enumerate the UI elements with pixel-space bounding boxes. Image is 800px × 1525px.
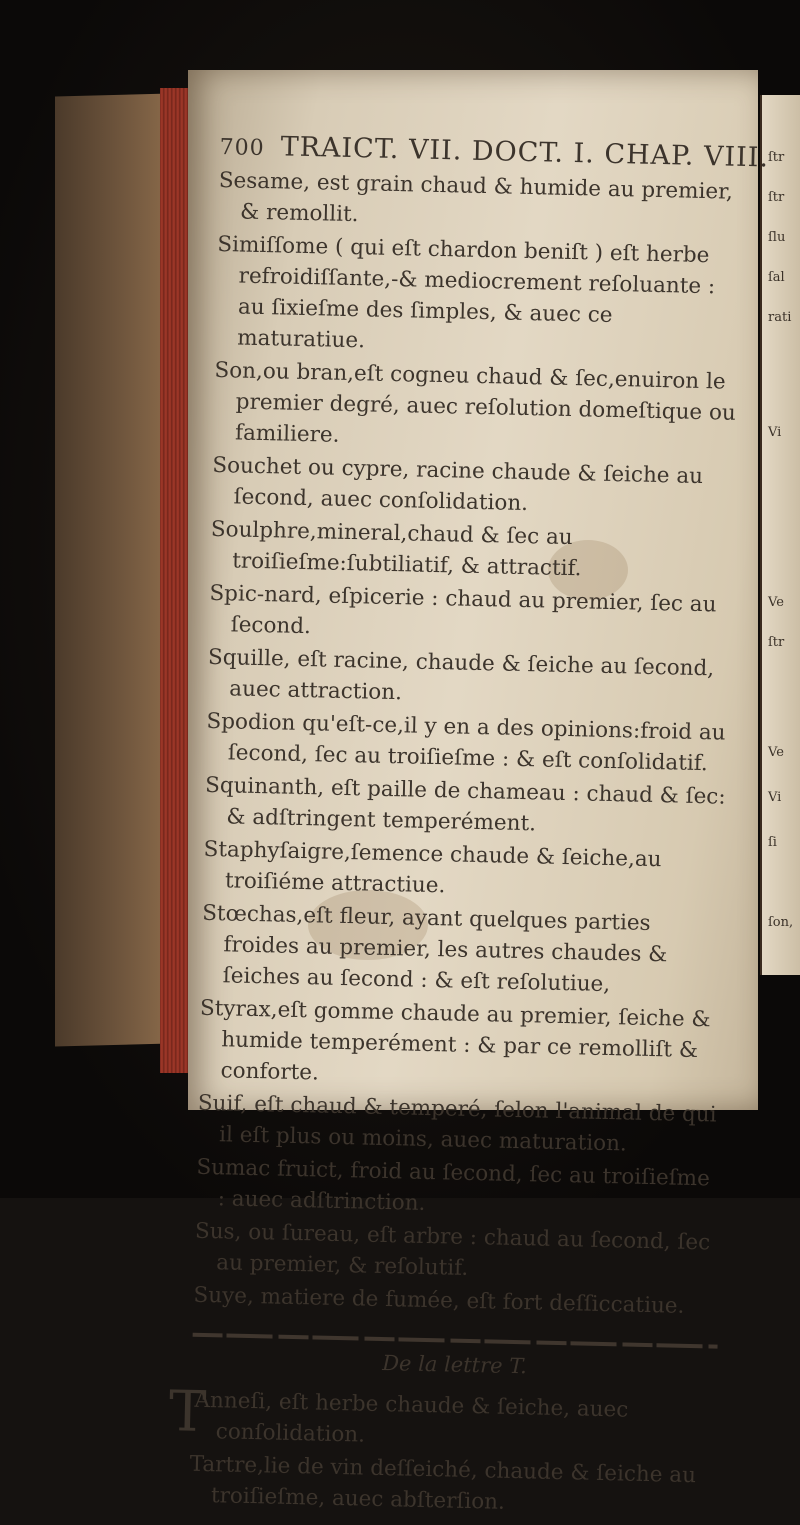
facing-fragment: ſlu [768,230,786,245]
entry: Sus, ou ſureau, eſt arbre : chaud au ſecond, ſec au premier, & reſolutif. [194,1218,711,1281]
page-number: 700 [219,134,265,162]
left-page-edge [55,93,170,1046]
entry: Suye, matiere de fumée, eſt fort deſſiccatiue. [193,1282,685,1319]
page-text [168,130,770,1525]
entry: Sumac fruict, froid au ſecond, ſec au troiſieſme : auec adſtrinction. [196,1154,711,1216]
entry [168,1379,716,1459]
entry: Tartre,lie de vin deſſeiché, chaude & ſeiche au troiſieſme, auec abſterſion. [189,1451,697,1515]
entry: Spodion qu'eſt-ce,il y en a des opinions:froid au ſecond, ſec au troiſieſme : & eſt conſolidatif. [206,708,726,777]
entry: Spic-nard, eſpicerie : chaud au premier, ſec au ſecond. [209,580,717,640]
facing-fragment: ſal [768,270,785,285]
entry: Squille, eſt racine, chaude & ſeiche au ſecond, auec attraction. [207,644,715,706]
ornamental-rule [193,1333,718,1349]
drop-capital: T [168,1379,207,1446]
facing-fragment: Vi [768,425,782,440]
facing-fragment: ſi [768,835,777,850]
entry: Souchet ou cypre, racine chaude & ſeiche au ſecond, auec conſolidation. [212,452,704,517]
facing-fragment: ſtr [768,150,785,165]
section-heading: De la lettre T. [381,1351,528,1379]
entry: Stœchas,eſt fleur, ayant quelques parties froides au premier, les autres chaudes & ſeiches au ſecond : & eſt reſolutiue, [201,900,668,998]
facing-fragment: ſon, [768,915,794,930]
entry: Son,ou bran,eſt cogneu chaud & ſec,enuiron le premier degré, auec reſolution domeſtique ou familiere. [214,357,737,448]
facing-page-strip [760,95,800,975]
entry: Simiſſome ( qui eſt chardon beniſt ) eſt herbe refroidiſſante,-& mediocrement reſoluante : au ſixieſme des ſimples, & auec ce maturatiue. [217,231,716,354]
facing-fragment: ſtr [768,190,785,205]
entry: Sesame, est grain chaud & humide au premier, & remollit. [218,167,734,228]
facing-fragment: Vi [768,790,782,805]
running-title: TRAICT. VII. DOCT. I. CHAP. VIII. [280,131,770,174]
entry: Styrax,eſt gomme chaude au premier, ſeiche & humide temperément : & par ce remolliſt & conforte. [199,995,711,1086]
entry: Soulphre,mineral,chaud & ſec au troiſieſme:ſubtiliatif, & attractif. [210,516,582,582]
facing-fragment: rati [768,310,792,325]
entry: Squinanth, eſt paille de chameau : chaud & ſec: & adſtringent temperément. [204,772,726,837]
facing-fragment: ſtr [768,635,785,650]
facing-fragment: Ve [768,745,784,760]
entry: Staphyſaigre,ſemence chaude & ſeiche,au troiſiéme attractiue. [203,836,662,899]
facing-fragment: Ve [768,595,784,610]
entry: Suif, eſt chaud & temperé, ſelon l'animal de qui il eſt plus ou moins, auec maturation. [197,1090,717,1157]
entry-text: Anneſi, eſt herbe chaude & ſeiche, auec conſolidation. [194,1387,629,1448]
